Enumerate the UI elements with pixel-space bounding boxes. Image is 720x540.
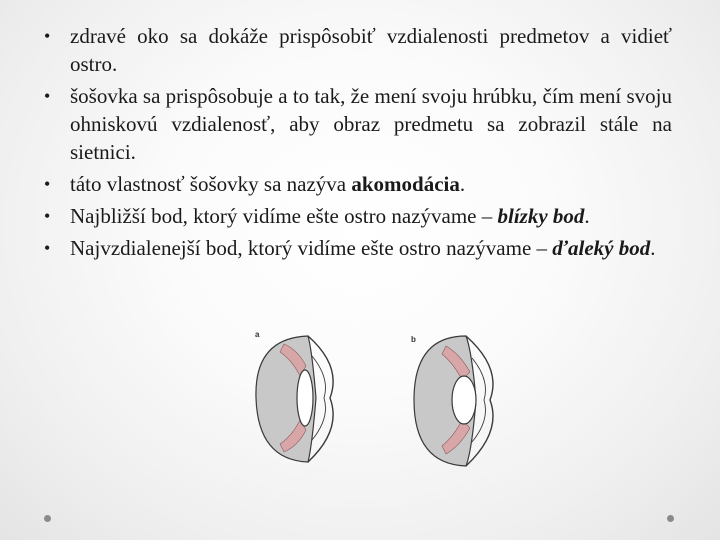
eye-diagram-a xyxy=(256,336,333,462)
figure-label-a: a xyxy=(255,330,260,339)
bullet-text: Najvzdialenejší bod, ktorý vidíme ešte ostro nazývame – xyxy=(70,236,553,260)
eye-accommodation-figure xyxy=(250,326,510,476)
bullet-text: . xyxy=(650,236,656,260)
eye-diagram-b xyxy=(414,336,493,466)
bullet-text: táto vlastnosť šošovky sa nazýva xyxy=(70,172,352,196)
bullet-dot-icon: • xyxy=(44,238,51,258)
bullet-item xyxy=(36,234,672,262)
eye-diagrams-svg xyxy=(250,326,510,476)
bullet-dot-icon: • xyxy=(44,26,51,46)
corner-dot-left xyxy=(44,515,51,522)
bullet-item xyxy=(36,202,672,230)
bullet-dot-icon: • xyxy=(44,206,51,226)
bullet-item xyxy=(36,22,672,78)
bullet-text: . xyxy=(459,172,466,196)
bullet-text: . xyxy=(584,204,590,228)
bold-italic-term: blízky bod xyxy=(497,204,585,228)
bold-italic-term: ďaleký bod xyxy=(552,236,651,260)
bullet-dot-icon: • xyxy=(44,86,51,106)
figure-label-b: b xyxy=(411,335,416,344)
bullet-item xyxy=(36,82,672,166)
lens-a xyxy=(297,370,313,426)
bullet-text: šošovka sa prispôsobuje a to tak, že mení svoju hrúbku, čím mení svoju ohniskovú vzdialenosť, aby obraz predmetu sa zobrazil stále na sietnici. xyxy=(70,84,672,164)
bold-term: akomodácia xyxy=(351,172,460,196)
bullet-dot-icon: • xyxy=(44,174,51,194)
bullet-list xyxy=(36,22,672,266)
bullet-text: zdravé oko sa dokáže prispôsobiť vzdialenosti predmetov a vidieť ostro. xyxy=(70,24,672,76)
bullet-item xyxy=(36,170,672,198)
lens-b xyxy=(452,376,476,424)
bullet-text: Najbližší bod, ktorý vidíme ešte ostro nazývame – xyxy=(70,204,498,228)
corner-dot-right xyxy=(667,515,674,522)
